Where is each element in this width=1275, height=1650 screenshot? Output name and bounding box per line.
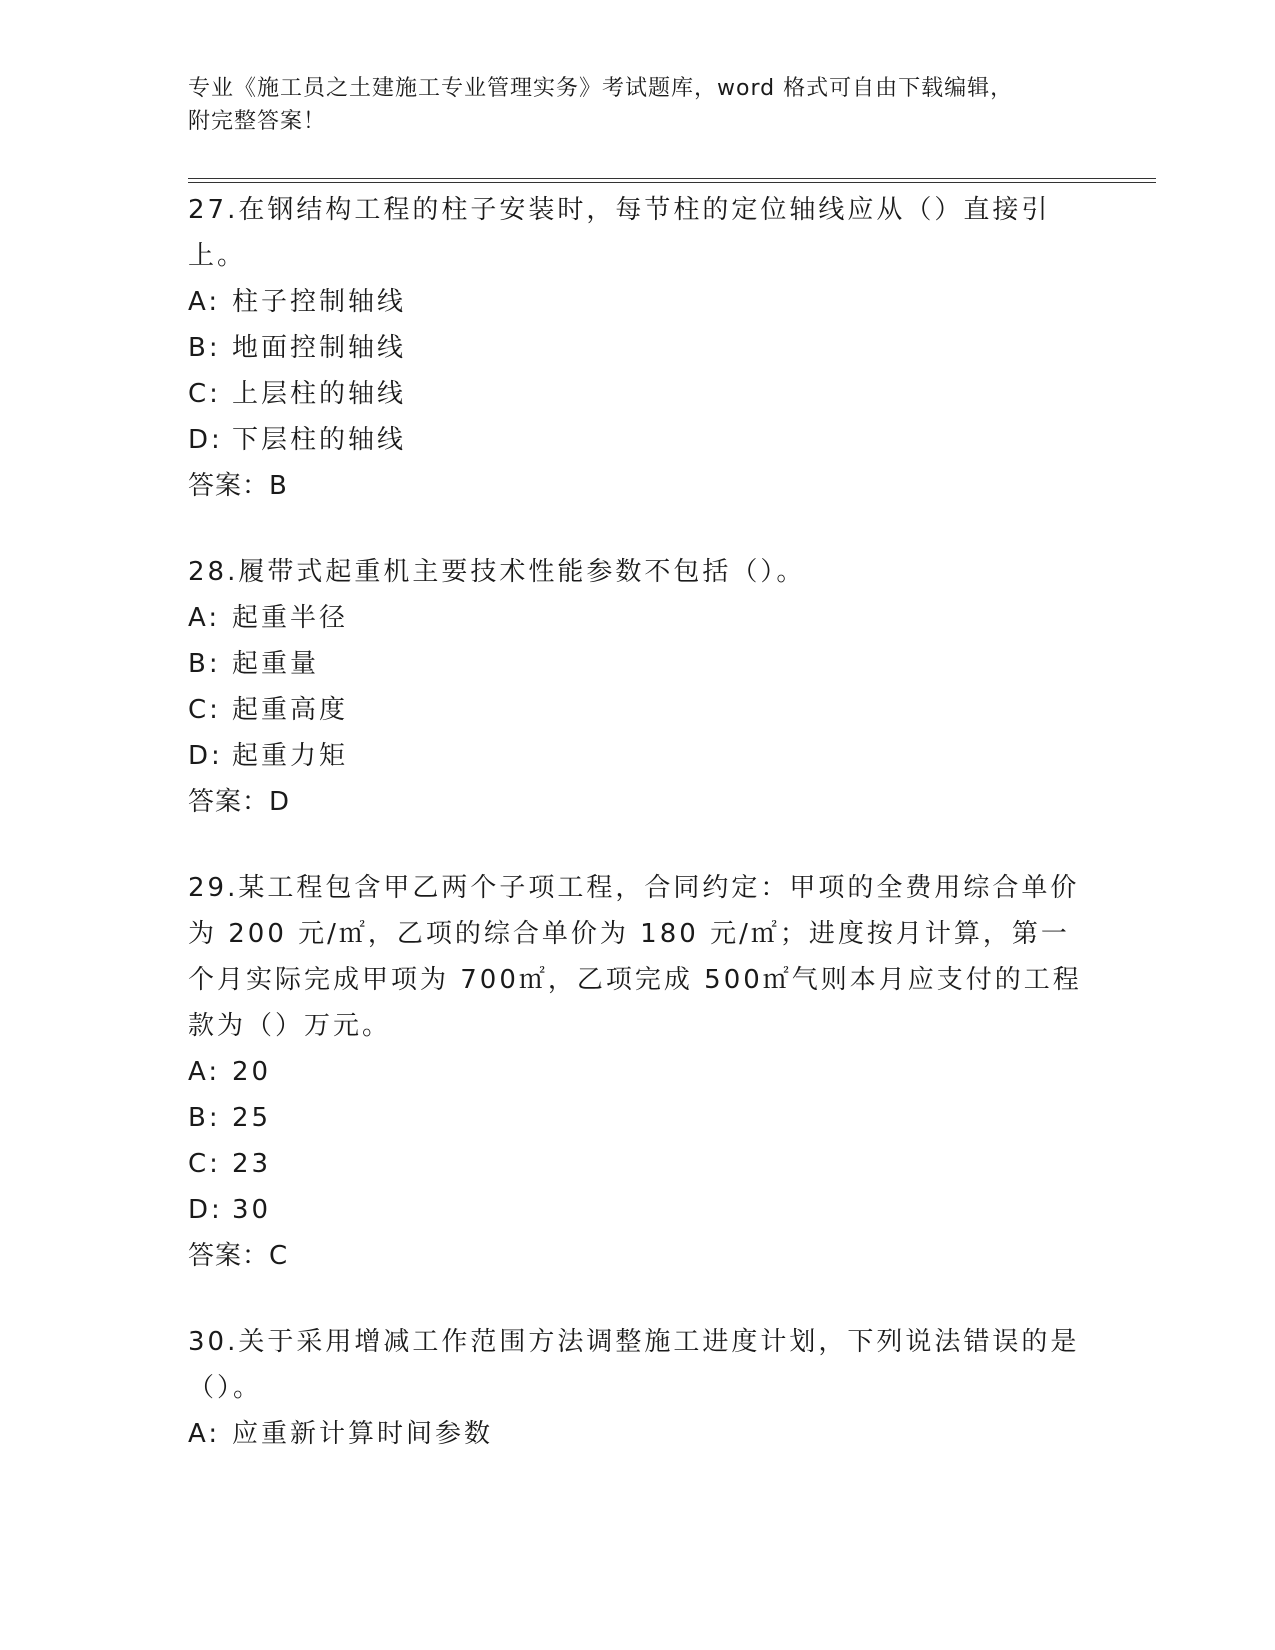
option-a	[188, 1049, 1088, 1095]
option-b	[188, 641, 1088, 687]
option-c	[188, 1141, 1088, 1187]
option-letter: A:	[188, 603, 221, 633]
question-28	[188, 549, 1088, 825]
option-letter: A:	[188, 1057, 221, 1087]
option-a	[188, 595, 1088, 641]
option-text: 30	[232, 1195, 272, 1225]
question-stem: 30.关于采用增减工作范围方法调整施工进度计划，下列说法错误的是（）。	[188, 1327, 1080, 1403]
option-letter: C:	[188, 379, 221, 409]
option-d	[188, 733, 1088, 779]
option-d	[188, 1187, 1088, 1233]
option-d	[188, 417, 1088, 463]
question-29	[188, 865, 1088, 1279]
option-text: 上层柱的轴线	[232, 379, 407, 409]
question-30	[188, 1319, 1088, 1457]
option-letter: D:	[188, 425, 223, 455]
option-text: 柱子控制轴线	[232, 287, 407, 317]
option-c	[188, 687, 1088, 733]
option-letter: C:	[188, 1149, 221, 1179]
question-stem: 28.履带式起重机主要技术性能参数不包括（）。	[188, 557, 806, 587]
option-letter: B:	[188, 333, 221, 363]
option-letter: C:	[188, 695, 221, 725]
option-letter: A:	[188, 1419, 221, 1449]
option-text: 20	[232, 1057, 272, 1087]
option-a	[188, 1411, 1088, 1457]
answer-line: 答案：D	[188, 787, 291, 817]
question-list	[188, 187, 1088, 1497]
option-letter: B:	[188, 1103, 221, 1133]
option-a	[188, 279, 1088, 325]
answer-line: 答案：C	[188, 1241, 289, 1271]
option-b	[188, 1095, 1088, 1141]
header-line-2: 附完整答案！	[188, 109, 327, 134]
option-text: 起重量	[232, 649, 320, 679]
option-text: 应重新计算时间参数	[232, 1419, 494, 1449]
answer-line: 答案：B	[188, 471, 288, 501]
option-text: 起重高度	[232, 695, 349, 725]
question-27	[188, 187, 1088, 509]
option-c	[188, 371, 1088, 417]
header-line-1: 专业《施工员之土建施工专业管理实务》考试题库，word 格式可自由下载编辑，	[188, 76, 1014, 101]
option-text: 起重力矩	[232, 741, 349, 771]
option-text: 地面控制轴线	[232, 333, 407, 363]
question-stem: 29.某工程包含甲乙两个子项工程，合同约定：甲项的全费用综合单价为 200 元/㎡，乙项的综合单价为 180 元/㎡；进度按月计算，第一个月实际完成甲项为 700㎡，乙项完成 500㎡气则本月应支付的工程款为（）万元。	[188, 873, 1082, 1041]
option-letter: B:	[188, 649, 221, 679]
option-b	[188, 325, 1088, 371]
option-text: 下层柱的轴线	[232, 425, 407, 455]
document-header	[188, 72, 1088, 138]
option-text: 23	[232, 1149, 272, 1179]
option-letter: D:	[188, 1195, 223, 1225]
question-stem: 27.在钢结构工程的柱子安装时，每节柱的定位轴线应从（）直接引上。	[188, 195, 1051, 271]
option-letter: D:	[188, 741, 223, 771]
option-text: 起重半径	[232, 603, 349, 633]
option-text: 25	[232, 1103, 272, 1133]
header-divider	[188, 178, 1156, 183]
option-letter: A:	[188, 287, 221, 317]
